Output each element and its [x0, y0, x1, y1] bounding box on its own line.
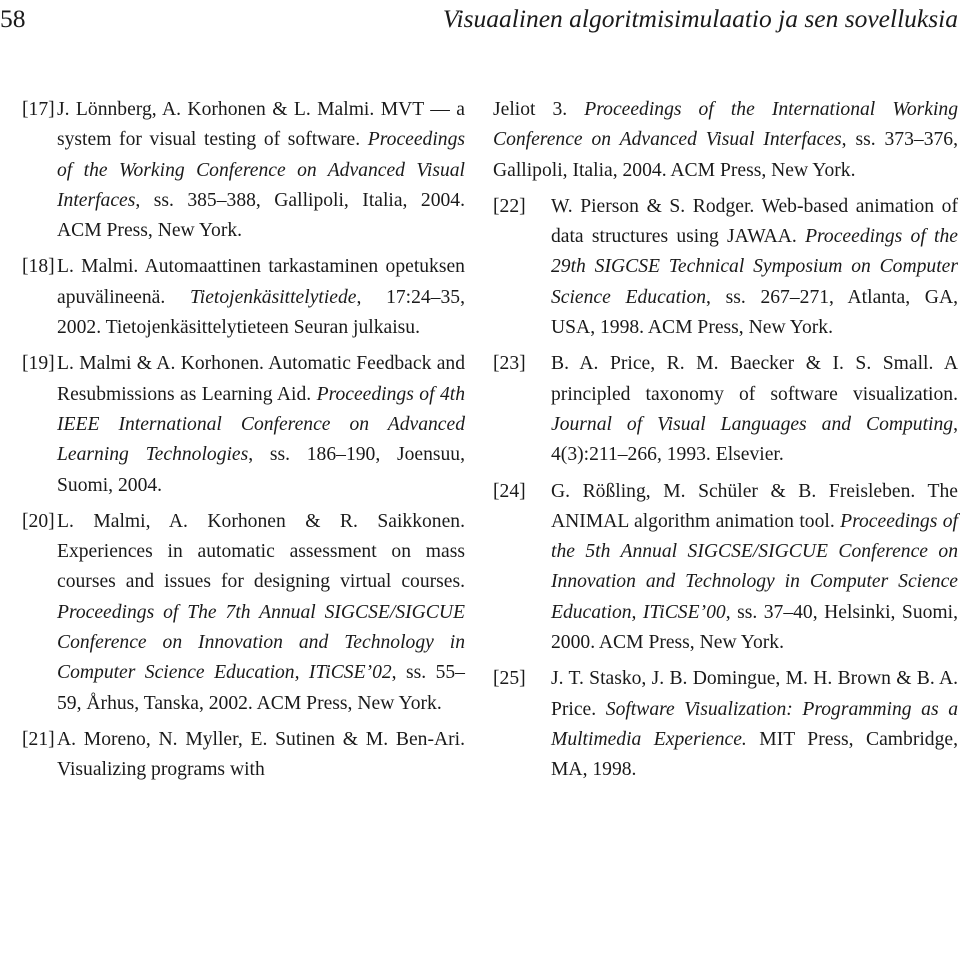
- reference-body: [551, 664, 958, 785]
- reference-body: [57, 95, 465, 246]
- reference-20: [22, 507, 465, 719]
- reference-body: [57, 507, 465, 719]
- reference-24: [493, 477, 958, 659]
- reference-21: [22, 725, 465, 786]
- running-title: Visuaalinen algoritmisimulaatio ja sen sovelluksia: [442, 4, 958, 33]
- reference-details: , 4(3):211–266, 1993. Elsevier.: [551, 413, 958, 466]
- reference-title: Automaattinen tarkastaminen opetuksen apuvälineenä.: [57, 256, 465, 308]
- reference-title: MVT — a system for visual testing of software.: [57, 99, 465, 151]
- reference-25: [493, 664, 958, 785]
- reference-number: [24]: [493, 480, 526, 502]
- reference-authors: L. Malmi & A. Korhonen.: [57, 353, 264, 375]
- reference-17: [22, 95, 465, 246]
- references-left-column: [22, 95, 465, 792]
- reference-details: , 17:24–35, 2002. Tietojenkäsittelytieteen Seuran julkaisu.: [57, 286, 465, 339]
- reference-details: , ss. 385–388, Gallipoli, Italia, 2004. ACM Press, New York.: [57, 189, 465, 242]
- reference-number: [21]: [22, 728, 55, 750]
- reference-authors: J. T. Stasko, J. B. Domingue, M. H. Brown & B. A. Price.: [551, 668, 958, 720]
- references-right-column: [493, 95, 958, 792]
- reference-number: [20]: [22, 510, 55, 532]
- reference-details: , ss. 373–376, Gallipoli, Italia, 2004. ACM Press, New York.: [493, 129, 958, 181]
- reference-venue: Software Visualization: Programming as a Multimedia Experience.: [551, 698, 958, 750]
- reference-body: [57, 252, 465, 343]
- reference-venue: Proceedings of the Working Conference on Advanced Visual Interfaces: [57, 129, 466, 211]
- running-head: [0, 2, 958, 36]
- reference-body: [551, 349, 958, 470]
- reference-details: , ss. 55–59, Århus, Tanska, 2002. ACM Press, New York.: [57, 662, 465, 714]
- reference-details: , ss. 186–190, Joensuu, Suomi, 2004.: [57, 444, 465, 496]
- reference-number: [17]: [22, 99, 55, 120]
- reference-number: [19]: [22, 353, 55, 375]
- reference-number: [25]: [493, 668, 526, 690]
- reference-venue: Proceedings of the International Working Conference on Advanced Visual Interfaces: [493, 99, 958, 151]
- reference-authors: L. Malmi, A. Korhonen & R. Saikkonen.: [57, 510, 465, 532]
- reference-body: [57, 725, 465, 786]
- reference-body: [57, 349, 465, 500]
- reference-title: Visualizing programs with: [57, 759, 265, 781]
- reference-details: , ss. 267–271, Atlanta, GA, USA, 1998. ACM Press, New York.: [551, 286, 958, 339]
- reference-title: Automatic Feedback and Resubmissions as Learning Aid.: [57, 353, 465, 405]
- reference-19: [22, 349, 465, 500]
- page-number: 58: [0, 4, 26, 33]
- reference-authors: L. Malmi.: [57, 256, 139, 278]
- reference-title: Jeliot 3.: [493, 99, 568, 120]
- reference-venue: Tietojenkäsittelytiede: [189, 286, 357, 308]
- reference-authors: J. Lönnberg, A. Korhonen & L. Malmi.: [57, 99, 375, 120]
- reference-authors: W. Pierson & S. Rodger.: [551, 195, 755, 217]
- reference-title: A principled taxonomy of software visualization.: [551, 353, 958, 405]
- reference-number: [23]: [493, 353, 526, 375]
- reference-21-continuation: [493, 95, 958, 186]
- reference-title: The ANIMAL algorithm animation tool.: [551, 480, 958, 532]
- reference-authors: B. A. Price, R. M. Baecker & I. S. Small.: [551, 353, 934, 375]
- reference-number: [22]: [493, 195, 526, 217]
- reference-details: MIT Press, Cambridge, MA, 1998.: [551, 728, 958, 781]
- reference-venue: Proceedings of The 7th Annual SIGCSE/SIGCUE Conference on Innovation and Technology in Computer Science Education, ITiCSE’02: [57, 601, 465, 684]
- reference-18: [22, 252, 465, 343]
- reference-22: [493, 192, 958, 343]
- reference-venue: Proceedings of 4th IEEE International Conference on Advanced Learning Technologies: [57, 383, 466, 466]
- reference-body: [551, 192, 958, 343]
- reference-authors: A. Moreno, N. Myller, E. Sutinen & M. Ben-Ari.: [57, 728, 465, 750]
- reference-title: Web-based animation of data structures using JAWAA.: [551, 195, 958, 248]
- reference-venue: Proceedings of the 29th SIGCSE Technical Symposium on Computer Science Education: [551, 226, 958, 308]
- reference-title: Experiences in automatic assessment on mass courses and issues for designing virtual courses.: [57, 541, 465, 593]
- reference-body: [551, 477, 958, 659]
- reference-23: [493, 349, 958, 470]
- reference-authors: G. Rößling, M. Schüler & B. Freisleben.: [551, 480, 916, 502]
- reference-number: [18]: [22, 256, 55, 278]
- reference-venue: Journal of Visual Languages and Computing: [551, 413, 954, 435]
- reference-venue: Proceedings of the 5th Annual SIGCSE/SIGCUE Conference on Innovation and Technology in Computer Science Education, ITiCSE’00: [551, 510, 958, 623]
- reference-details: , ss. 37–40, Helsinki, Suomi, 2000. ACM Press, New York.: [551, 601, 958, 654]
